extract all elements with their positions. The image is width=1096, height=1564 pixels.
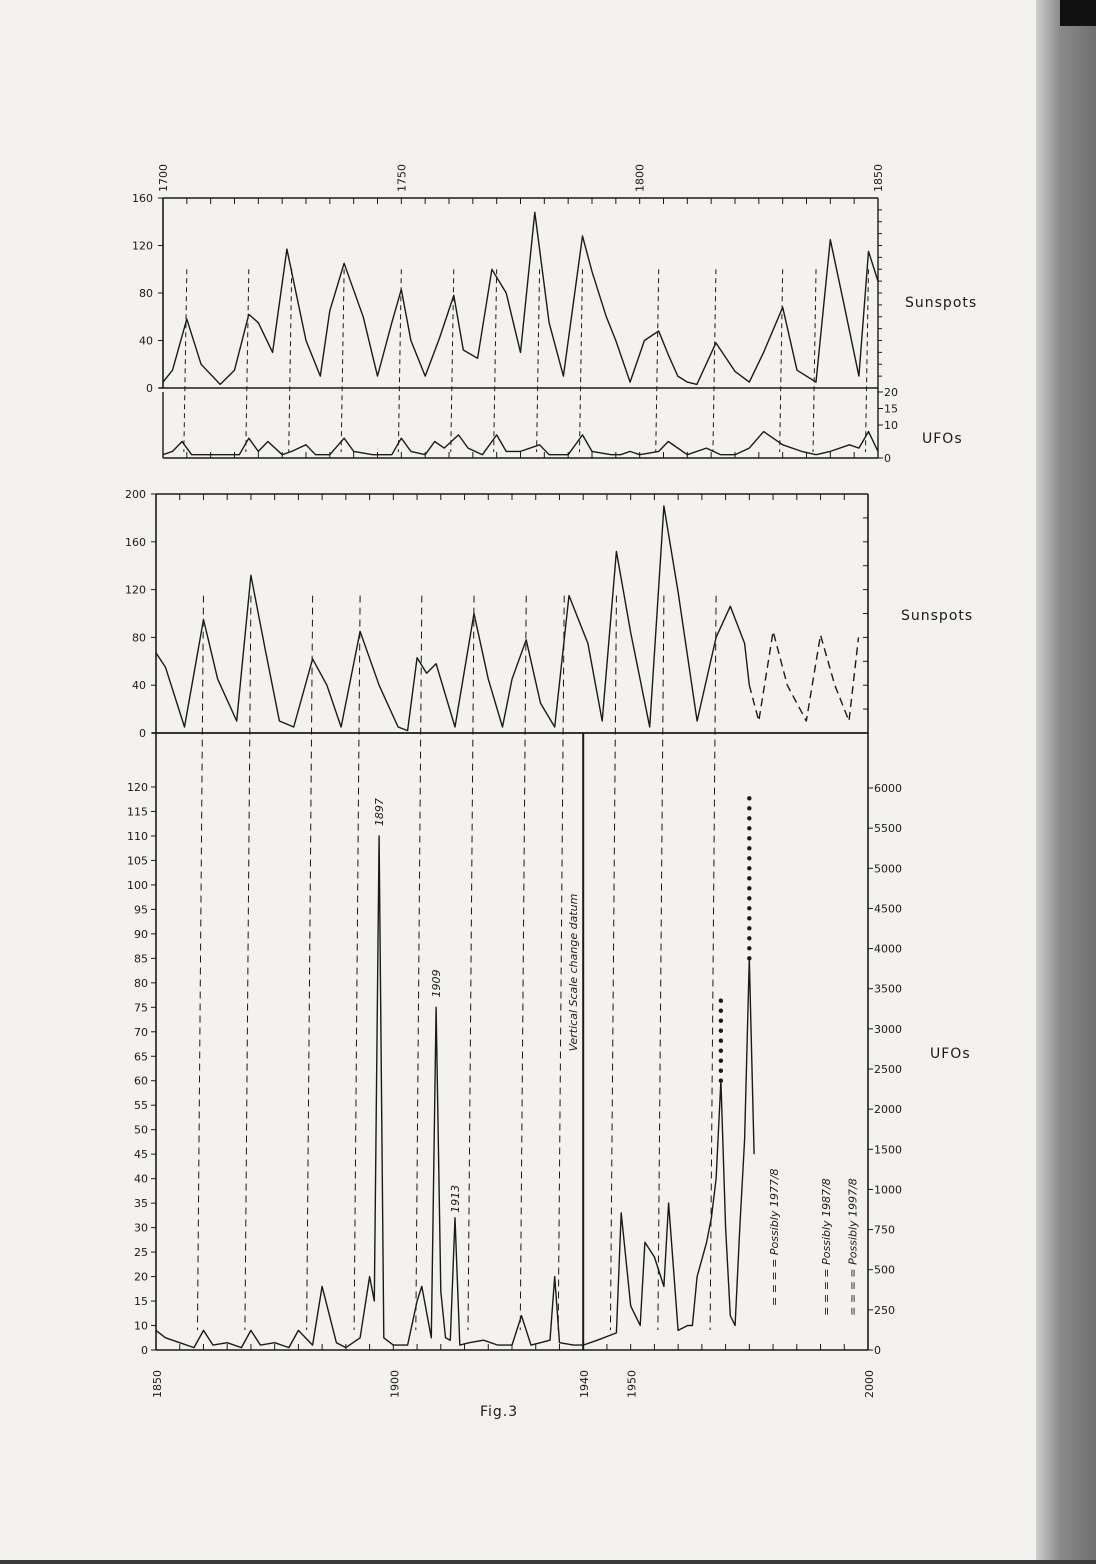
annotation-possibly-1997: = = = = Possibly 1997/8 (846, 1178, 860, 1316)
y-tick-label: 0 (139, 727, 146, 740)
maximum-reference-line (780, 269, 783, 452)
maximum-reference-line (289, 269, 292, 452)
y-tick-label: 160 (132, 192, 153, 205)
maximum-reference-line (245, 596, 251, 1330)
x-tick-label: 1750 (395, 164, 409, 192)
ufo-dotted-extension (747, 816, 751, 820)
right-y-tick-label: 15 (884, 402, 898, 416)
left-y-tick-label: 35 (134, 1197, 148, 1211)
maximum-reference-line (341, 269, 344, 452)
ufo-dotted-extension (719, 1019, 723, 1023)
annotation-possibly-1987: = = = = Possibly 1987/8 (820, 1178, 834, 1316)
ufo-dotted-extension (747, 836, 751, 840)
side-labels (480, 295, 977, 1420)
maximum-reference-line (813, 269, 816, 452)
ufos-label-bottom: UFOs (930, 1046, 971, 1062)
right-y-tick-label: 250 (874, 1303, 895, 1317)
annotation-possibly-1977: = = = = Possibly 1977/8 (767, 1168, 781, 1306)
ufo-dotted-extension (719, 1029, 723, 1033)
y-tick-label: 120 (125, 583, 146, 597)
ufo-dotted-extension (719, 1049, 723, 1053)
ufo-dotted-extension (747, 826, 751, 830)
right-y-tick-label: 2500 (874, 1063, 902, 1076)
ufo-dotted-extension (747, 896, 751, 900)
left-y-tick-label: 95 (134, 903, 148, 917)
left-y-tick-label: 90 (134, 927, 148, 941)
maximum-reference-line (713, 269, 716, 452)
maximum-reference-line (558, 596, 564, 1330)
left-y-tick-label: 105 (127, 854, 148, 868)
right-y-tick-label: 1000 (874, 1183, 902, 1197)
right-y-tick-label: 3000 (874, 1022, 902, 1036)
x-tick-label: 2000 (863, 1370, 876, 1398)
ufo-dotted-extension (747, 846, 751, 850)
scan-bottom-edge (0, 1560, 1096, 1564)
x-tick-label: 1800 (633, 164, 647, 192)
maximum-reference-line (246, 269, 249, 452)
y-tick-label: 40 (132, 679, 146, 693)
maximum-reference-line (656, 269, 659, 452)
sunspot-series-line (156, 506, 749, 731)
ufo-dotted-extension (747, 806, 751, 810)
ufo-dotted-extension (719, 1039, 723, 1043)
right-y-tick-label: 2000 (874, 1103, 902, 1117)
sunspots-label-top: Sunspots (905, 295, 978, 311)
left-y-tick-label: 10 (134, 1319, 148, 1333)
y-tick-label: 200 (125, 488, 146, 501)
left-y-tick-label: 25 (134, 1246, 148, 1260)
ufo-dotted-extension (719, 1069, 723, 1073)
x-tick-label: 1850 (151, 1370, 164, 1398)
left-y-tick-label: 80 (134, 976, 148, 990)
maximum-reference-line (354, 596, 360, 1330)
y-tick-label: 120 (132, 239, 153, 253)
right-y-tick-label: 0 (884, 452, 891, 465)
left-y-tick-label: 65 (134, 1050, 148, 1064)
annotation-1897: 1897 (373, 798, 387, 827)
right-y-tick-label: 1500 (874, 1143, 902, 1157)
maximum-reference-line (197, 596, 203, 1330)
left-y-tick-label: 75 (134, 1001, 148, 1015)
right-y-tick-label: 10 (884, 419, 898, 432)
annotation-1913: 1913 (449, 1184, 463, 1213)
left-y-tick-label: 60 (134, 1074, 148, 1088)
x-tick-label: 1850 (872, 164, 885, 192)
left-y-tick-label: 30 (134, 1221, 148, 1235)
y-tick-label: 0 (146, 382, 153, 395)
ufo-dotted-extension (747, 946, 751, 950)
panel-sunspots-1700-1850 (132, 164, 885, 458)
ufo-dotted-extension (719, 1079, 723, 1083)
maximum-reference-line (184, 269, 187, 452)
left-y-tick-label: 85 (134, 952, 148, 966)
x-tick-label: 1700 (157, 164, 170, 192)
left-y-tick-label: 115 (127, 805, 148, 819)
left-y-tick-label: 15 (134, 1295, 148, 1309)
maximum-reference-line (520, 596, 526, 1330)
sunspot-projected-line (749, 631, 858, 721)
left-y-tick-label: 70 (134, 1025, 148, 1039)
scan-corner-mark (1060, 0, 1096, 26)
scan-shadow-edge (1036, 0, 1096, 1564)
left-y-tick-label: 50 (134, 1123, 148, 1137)
right-y-tick-label: 20 (884, 386, 898, 399)
left-y-tick-label: 20 (134, 1270, 148, 1284)
x-tick-label: 1950 (625, 1370, 639, 1398)
y-tick-label: 160 (125, 535, 146, 549)
right-y-tick-label: 5000 (874, 862, 902, 876)
y-tick-label: 40 (139, 334, 153, 348)
left-y-tick-label: 40 (134, 1172, 148, 1186)
ufo-dotted-extension (747, 906, 751, 910)
maximum-reference-line (537, 269, 540, 452)
ufo-dotted-extension (747, 866, 751, 870)
maximum-reference-line (610, 596, 616, 1330)
ufo-dotted-extension (747, 876, 751, 880)
right-y-tick-label: 4500 (874, 902, 902, 916)
right-y-tick-label: 0 (874, 1344, 881, 1357)
annotation-scale-change: Vertical Scale change datum (567, 893, 581, 1052)
maximum-reference-line (416, 596, 422, 1330)
ufo-dotted-extension (747, 936, 751, 940)
left-y-tick-label: 120 (127, 781, 148, 794)
ufo-dotted-extension (747, 796, 751, 800)
ufos-label-top: UFOs (922, 431, 963, 447)
right-y-tick-label: 4000 (874, 942, 902, 956)
sunspot-series-line (163, 212, 878, 384)
y-tick-label: 80 (132, 631, 146, 645)
ufo-dotted-extension (719, 999, 723, 1003)
ufo-dotted-extension (747, 926, 751, 930)
sunspots-label-bottom: Sunspots (901, 608, 974, 624)
ufo-dotted-extension (747, 886, 751, 890)
ufo-dotted-extension (747, 856, 751, 860)
right-y-tick-label: 6000 (874, 782, 902, 795)
maximum-reference-line (307, 596, 313, 1330)
maximum-reference-line (865, 269, 868, 452)
panel-ufos-1700-1850 (163, 386, 898, 465)
right-y-tick-label: 3500 (874, 982, 902, 996)
ufo-dotted-extension (719, 1009, 723, 1013)
right-y-tick-label: 750 (874, 1223, 895, 1237)
maximum-reference-line (468, 596, 474, 1330)
ufo-dotted-extension (719, 1059, 723, 1063)
panel-sunspots-1850-2000 (125, 488, 868, 1350)
ufo-dotted-extension (747, 916, 751, 920)
left-y-tick-label: 0 (141, 1344, 148, 1357)
right-y-tick-label: 500 (874, 1263, 895, 1277)
maximum-reference-line (579, 269, 582, 452)
ufo-dotted-extension (747, 956, 751, 960)
y-tick-label: 80 (139, 287, 153, 300)
ufo-series-line (163, 432, 878, 455)
panel-ufos-1850-2000 (127, 733, 902, 1398)
left-y-tick-label: 110 (127, 829, 148, 843)
x-tick-label: 1940 (578, 1370, 592, 1398)
annotation-1909: 1909 (430, 969, 444, 998)
left-y-tick-label: 45 (134, 1148, 148, 1162)
maximum-reference-line (494, 269, 497, 452)
left-y-tick-label: 55 (134, 1099, 148, 1113)
maximum-reference-line (658, 596, 664, 1330)
x-tick-label: 1900 (388, 1370, 402, 1398)
left-y-tick-label: 100 (127, 878, 148, 892)
figure-caption: Fig.3 (480, 1404, 519, 1420)
right-y-tick-label: 5500 (874, 822, 902, 836)
